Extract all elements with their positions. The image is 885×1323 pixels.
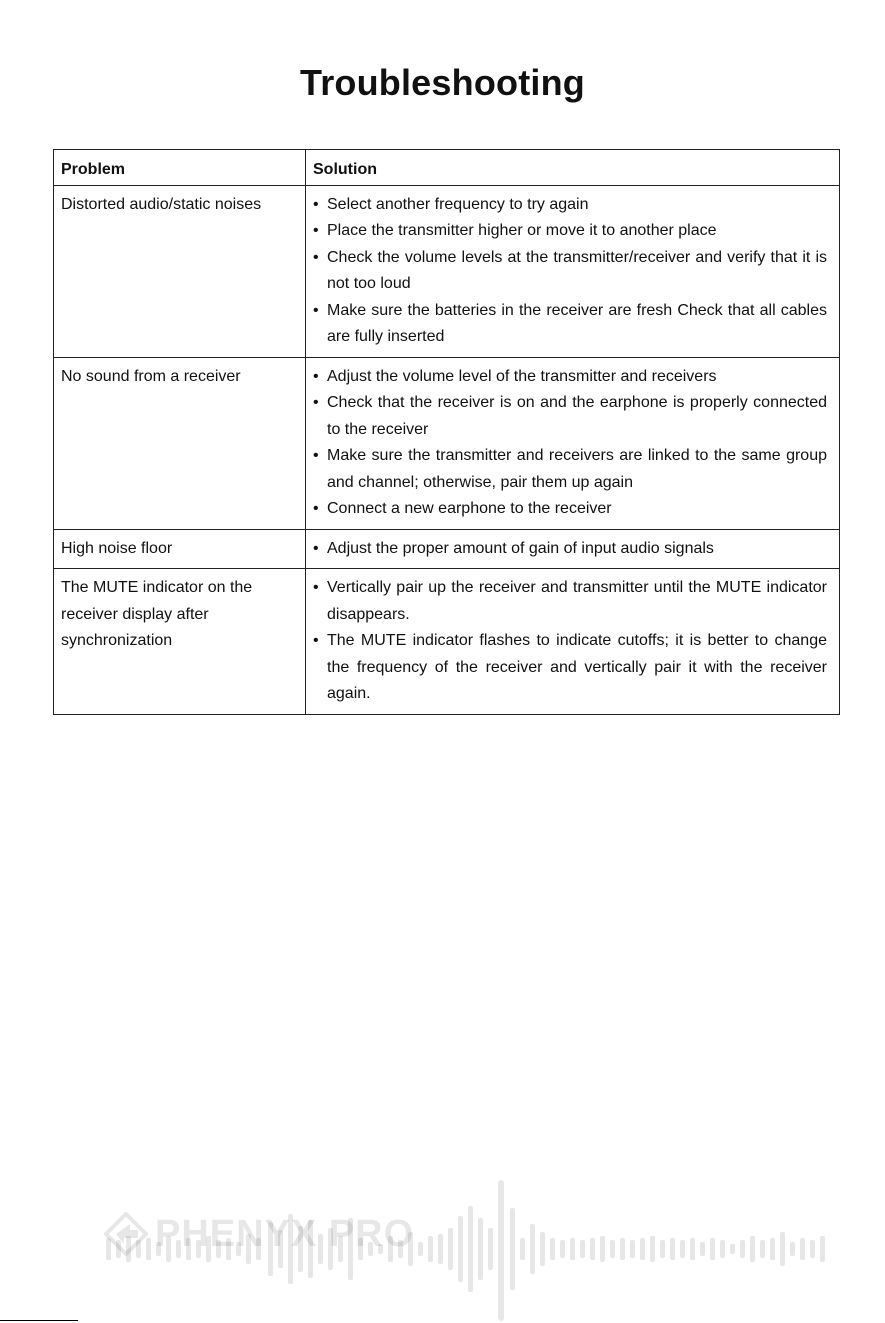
solution-item xyxy=(313,575,827,628)
page-title: Troubleshooting xyxy=(300,62,585,103)
header-problem: Problem xyxy=(54,150,306,186)
table-row xyxy=(54,357,840,529)
bullet-icon: • xyxy=(313,394,319,411)
solution-text: Adjust the volume level of the transmitter and receivers xyxy=(327,367,717,385)
bullet-icon: • xyxy=(313,367,319,385)
bullet-icon: • xyxy=(313,579,319,596)
bullet-icon: • xyxy=(313,500,319,517)
solution-text: Place the transmitter higher or move it to another place xyxy=(327,222,717,239)
bullet-icon: • xyxy=(313,248,319,266)
bullet-icon: • xyxy=(313,222,319,239)
solution-cell xyxy=(306,529,840,569)
solution-text: Make sure the batteries in the receiver are fresh Check that all cables are fully inserted xyxy=(327,301,827,345)
solution-item xyxy=(313,192,827,219)
solution-text: Check that the receiver is on and the earphone is properly connected to the receiver xyxy=(327,394,827,438)
watermark-brand: PHENYX PRO xyxy=(155,1213,415,1255)
problem-cell: Distorted audio/static noises xyxy=(54,185,306,357)
solution-text: Check the volume levels at the transmitter/receiver and verify that it is not too loud xyxy=(327,248,827,292)
bullet-icon: • xyxy=(313,447,319,464)
table-row xyxy=(54,529,840,569)
solution-item xyxy=(313,245,827,298)
solution-item xyxy=(313,298,827,351)
solution-text: Make sure the transmitter and receivers are linked to the same group and channel; otherwise, pair them up again xyxy=(327,447,827,491)
solution-cell xyxy=(306,185,840,357)
solution-item xyxy=(313,218,827,245)
table-header-row xyxy=(54,150,840,186)
solution-text: Select another frequency to try again xyxy=(327,195,589,213)
problem-cell: The MUTE indicator on the receiver display after synchronization xyxy=(54,569,306,715)
solution-text: Vertically pair up the receiver and transmitter until the MUTE indicator disappears. xyxy=(327,579,827,623)
bullet-icon: • xyxy=(313,301,319,319)
bullet-icon: • xyxy=(313,195,319,213)
waveform-watermark xyxy=(100,1178,830,1323)
footer-divider xyxy=(0,1320,78,1321)
solution-cell xyxy=(306,569,840,715)
bullet-icon: • xyxy=(313,632,319,649)
solution-item xyxy=(313,496,827,523)
problem-cell: No sound from a receiver xyxy=(54,357,306,529)
table-row xyxy=(54,185,840,357)
solution-text: Adjust the proper amount of gain of input audio signals xyxy=(327,539,714,557)
troubleshooting-table xyxy=(53,149,840,715)
solution-item xyxy=(313,536,827,563)
table-row xyxy=(54,569,840,715)
solution-item xyxy=(313,443,827,496)
solution-cell xyxy=(306,357,840,529)
header-solution: Solution xyxy=(306,150,840,186)
problem-cell: High noise floor xyxy=(54,529,306,569)
solution-item xyxy=(313,628,827,708)
solution-text: Connect a new earphone to the receiver xyxy=(327,500,612,517)
solution-text: The MUTE indicator flashes to indicate cutoffs; it is better to change the frequency of the receiver and vertically pair it with the receiver again. xyxy=(327,632,827,702)
solution-item xyxy=(313,364,827,391)
solution-item xyxy=(313,390,827,443)
bullet-icon: • xyxy=(313,539,319,557)
